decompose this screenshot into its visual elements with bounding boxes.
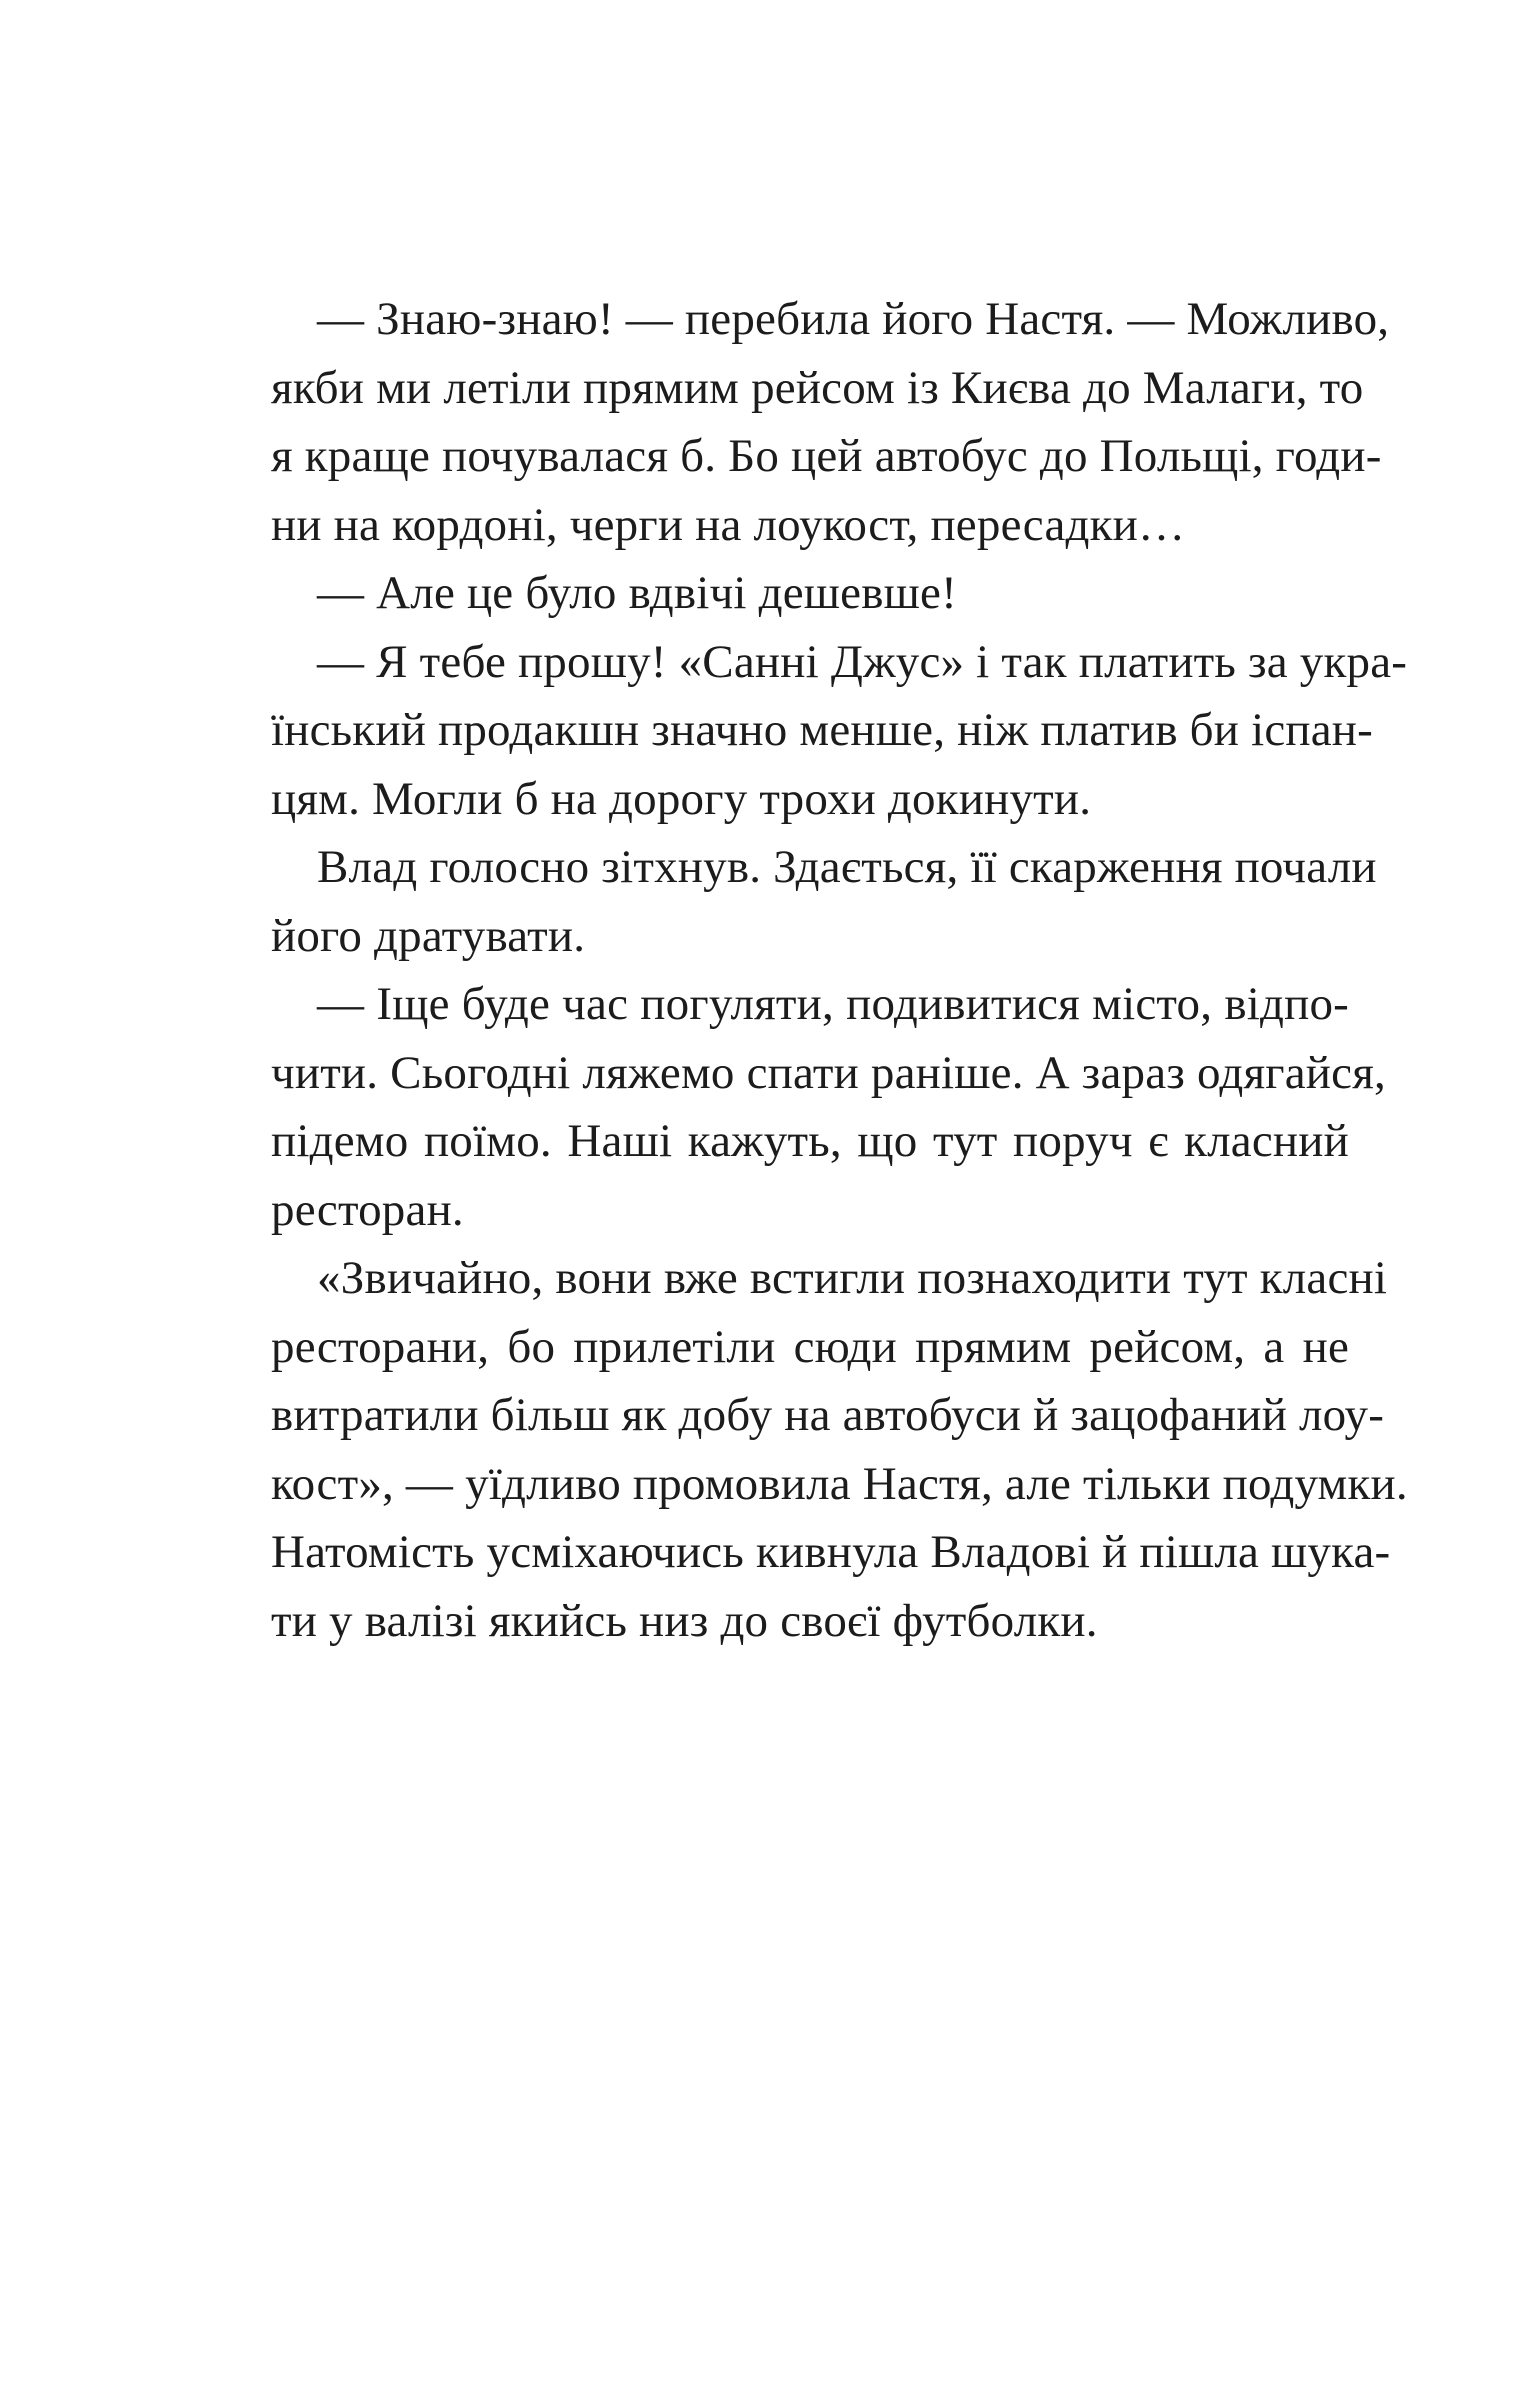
text-line: Влад голосно зітхнув. Здається, її скарження почали <box>317 841 1377 893</box>
text-line: ресторани, бо прилетіли сюди прямим рейсом, а не <box>271 1320 1349 1373</box>
text-line: кост», — уїдливо промовила Настя, але тільки подумки. <box>271 1457 1408 1510</box>
text-line: підемо поїмо. Наші кажуть, що тут поруч є класний <box>271 1115 1349 1167</box>
text-line: цям. Могли б на дорогу трохи докинути. <box>271 772 1092 825</box>
text-line: «Звичайно, вони вже встигли познаходити тут класні <box>317 1252 1388 1304</box>
text-line: ресторан. <box>271 1183 464 1236</box>
text-line: я краще почувалася б. Бо цей автобус до Польщі, годи- <box>271 430 1382 482</box>
body-text <box>271 285 1408 1655</box>
text-line: — Знаю-знаю! — перебила його Настя. — Можливо, <box>317 293 1390 345</box>
text-line: чити. Сьогодні ляжемо спати раніше. А зараз одягайся, <box>271 1046 1386 1099</box>
text-line: ни на кордоні, черги на лоукост, пересадки… <box>271 498 1186 551</box>
text-line: Натомість усміхаючись кивнула Владові й пішла шука- <box>271 1526 1391 1578</box>
text-line: його дратувати. <box>271 909 586 962</box>
text-line: якби ми летіли прямим рейсом із Києва до Малаги, то <box>271 361 1364 414</box>
text-line: їнський продакшн значно менше, ніж платив би іспан- <box>271 704 1374 756</box>
text-line: ти у валізі якийсь низ до своєї футболки. <box>271 1594 1098 1647</box>
text-line: — Іще буде час погуляти, подивитися місто, відпо- <box>317 978 1349 1030</box>
text-line: витратили більш як добу на автобуси й зацофаний лоу- <box>271 1389 1385 1441</box>
text-line: — Я тебе прошу! «Санні Джус» і так платить за укра- <box>317 635 1408 688</box>
text-line: — Але це було вдвічі дешевше! <box>317 567 957 619</box>
